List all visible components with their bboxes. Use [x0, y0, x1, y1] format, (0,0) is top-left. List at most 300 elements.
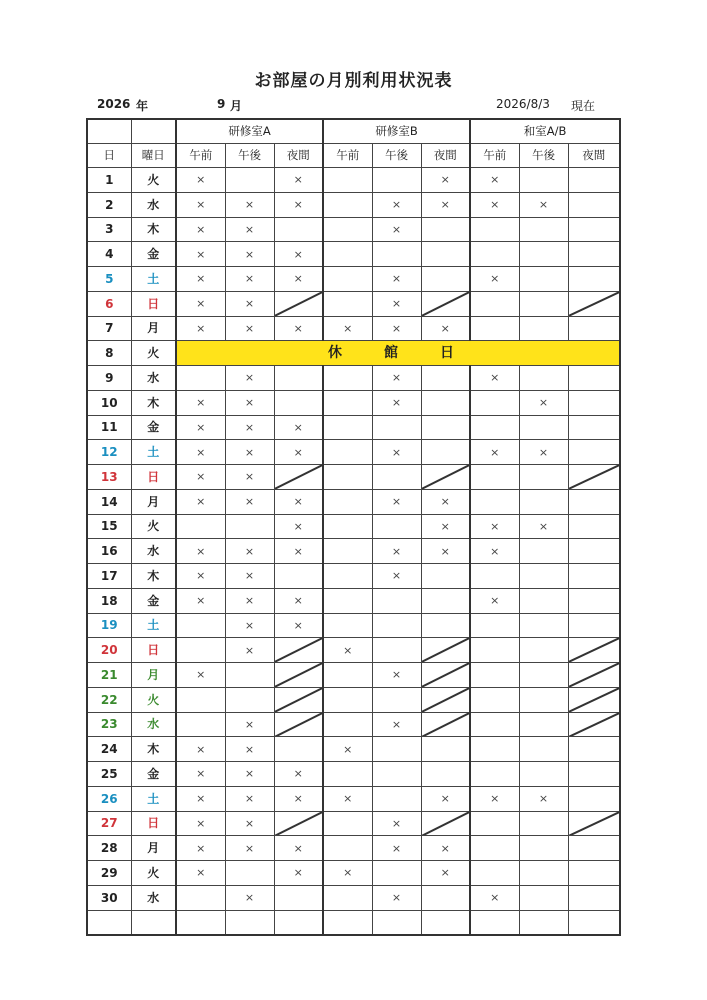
empty-slot [421, 737, 470, 762]
reserved-mark: × [176, 217, 225, 242]
weekday-cell: 水 [131, 539, 176, 564]
year-value: 2026 [97, 97, 131, 111]
reserved-mark: × [176, 168, 225, 193]
reserved-mark: × [372, 811, 421, 836]
empty-slot [225, 861, 274, 886]
unavailable-slash [568, 465, 620, 490]
table-row [87, 192, 620, 217]
weekday-cell: 木 [131, 737, 176, 762]
reserved-mark: × [225, 737, 274, 762]
reserved-mark: × [274, 192, 323, 217]
unavailable-slash [568, 638, 620, 663]
empty-slot [519, 564, 568, 589]
empty-slot [323, 687, 372, 712]
table-row [87, 638, 620, 663]
reserved-mark: × [274, 168, 323, 193]
reserved-mark: × [225, 762, 274, 787]
unavailable-slash [568, 712, 620, 737]
day-cell: 27 [87, 811, 131, 836]
reserved-mark: × [176, 811, 225, 836]
reserved-mark: × [519, 786, 568, 811]
empty-slot [421, 885, 470, 910]
usage-table [86, 118, 621, 936]
reserved-mark: × [176, 737, 225, 762]
day-cell [87, 910, 131, 935]
empty-slot [519, 366, 568, 391]
unavailable-slash [421, 291, 470, 316]
reserved-mark: × [372, 836, 421, 861]
empty-slot [568, 910, 620, 935]
day-cell: 16 [87, 539, 131, 564]
weekday-cell: 日 [131, 465, 176, 490]
reserved-mark: × [470, 192, 519, 217]
day-cell: 6 [87, 291, 131, 316]
empty-slot [568, 390, 620, 415]
table-row [87, 341, 620, 366]
weekday-cell: 金 [131, 242, 176, 267]
unavailable-slash [274, 465, 323, 490]
unavailable-slash [274, 291, 323, 316]
day-cell: 8 [87, 341, 131, 366]
empty-slot [225, 910, 274, 935]
reserved-mark: × [176, 415, 225, 440]
reserved-mark: × [323, 786, 372, 811]
weekday-cell: 土 [131, 440, 176, 465]
empty-slot [323, 415, 372, 440]
table-row [87, 415, 620, 440]
unavailable-slash [274, 638, 323, 663]
day-cell: 12 [87, 440, 131, 465]
slot-header: 午後 [225, 144, 274, 168]
reserved-mark: × [421, 539, 470, 564]
table-row [87, 390, 620, 415]
reserved-mark: × [225, 192, 274, 217]
table-row [87, 242, 620, 267]
as-of-date: 2026/8/3 [496, 97, 550, 111]
table-row [87, 663, 620, 688]
empty-slot [323, 885, 372, 910]
empty-slot [568, 836, 620, 861]
day-cell: 29 [87, 861, 131, 886]
empty-slot [372, 737, 421, 762]
weekday-cell: 金 [131, 588, 176, 613]
day-cell: 24 [87, 737, 131, 762]
reserved-mark: × [176, 762, 225, 787]
empty-slot [372, 786, 421, 811]
reserved-mark: × [176, 291, 225, 316]
reserved-mark: × [323, 316, 372, 341]
empty-slot [470, 316, 519, 341]
empty-slot [470, 910, 519, 935]
slot-header: 夜間 [274, 144, 323, 168]
slot-header: 夜間 [568, 144, 620, 168]
unavailable-slash [274, 687, 323, 712]
day-cell: 7 [87, 316, 131, 341]
reserved-mark: × [372, 885, 421, 910]
reserved-mark: × [274, 242, 323, 267]
empty-slot [274, 564, 323, 589]
empty-slot [323, 489, 372, 514]
reserved-mark: × [225, 836, 274, 861]
empty-slot [225, 514, 274, 539]
reserved-mark: × [372, 291, 421, 316]
empty-slot [470, 564, 519, 589]
empty-slot [323, 811, 372, 836]
reserved-mark: × [274, 415, 323, 440]
empty-slot [323, 390, 372, 415]
reserved-mark: × [274, 440, 323, 465]
weekday-cell: 日 [131, 638, 176, 663]
table-row [87, 489, 620, 514]
reserved-mark: × [176, 836, 225, 861]
reserved-mark: × [225, 291, 274, 316]
empty-slot [519, 489, 568, 514]
empty-slot [372, 588, 421, 613]
empty-slot [323, 514, 372, 539]
empty-slot [323, 192, 372, 217]
closed-day-banner: 休 館 日 [176, 341, 620, 366]
empty-slot [519, 762, 568, 787]
empty-slot [568, 564, 620, 589]
weekday-cell: 水 [131, 192, 176, 217]
reserved-mark: × [176, 316, 225, 341]
empty-slot [323, 242, 372, 267]
empty-slot [470, 465, 519, 490]
weekday-cell: 木 [131, 564, 176, 589]
unavailable-slash [568, 811, 620, 836]
day-header: 日 [87, 144, 131, 168]
empty-slot [568, 242, 620, 267]
empty-slot [519, 910, 568, 935]
empty-slot [568, 192, 620, 217]
reserved-mark: × [176, 242, 225, 267]
empty-slot [470, 687, 519, 712]
table-row [87, 316, 620, 341]
weekday-cell: 木 [131, 217, 176, 242]
reserved-mark: × [421, 316, 470, 341]
empty-slot [323, 663, 372, 688]
day-cell: 10 [87, 390, 131, 415]
empty-slot [568, 366, 620, 391]
empty-slot [470, 663, 519, 688]
table-row [87, 267, 620, 292]
empty-slot [519, 712, 568, 737]
empty-slot [421, 242, 470, 267]
blank-header-cell [87, 119, 131, 144]
day-cell: 13 [87, 465, 131, 490]
reserved-mark: × [176, 539, 225, 564]
empty-slot [323, 564, 372, 589]
day-cell: 15 [87, 514, 131, 539]
table-row [87, 168, 620, 193]
weekday-cell: 金 [131, 415, 176, 440]
reserved-mark: × [274, 786, 323, 811]
reserved-mark: × [274, 836, 323, 861]
empty-slot [372, 613, 421, 638]
empty-slot [323, 613, 372, 638]
empty-slot [519, 267, 568, 292]
empty-slot [568, 885, 620, 910]
empty-slot [568, 267, 620, 292]
empty-slot [176, 613, 225, 638]
empty-slot [421, 440, 470, 465]
empty-slot [519, 291, 568, 316]
reserved-mark: × [176, 861, 225, 886]
reserved-mark: × [372, 267, 421, 292]
empty-slot [323, 168, 372, 193]
table-row [87, 836, 620, 861]
empty-slot [519, 737, 568, 762]
room-header-washitsu: 和室A/B [470, 119, 620, 144]
table-row [87, 440, 620, 465]
slot-header: 夜間 [421, 144, 470, 168]
table-row [87, 811, 620, 836]
unavailable-slash [421, 663, 470, 688]
empty-slot [470, 291, 519, 316]
reserved-mark: × [372, 539, 421, 564]
weekday-cell: 金 [131, 762, 176, 787]
weekday-cell [131, 910, 176, 935]
empty-slot [568, 786, 620, 811]
weekday-cell: 火 [131, 514, 176, 539]
reserved-mark: × [225, 638, 274, 663]
empty-slot [568, 514, 620, 539]
empty-slot [519, 465, 568, 490]
reserved-mark: × [470, 885, 519, 910]
empty-slot [323, 539, 372, 564]
table-row [87, 687, 620, 712]
reserved-mark: × [323, 737, 372, 762]
year-unit: 年 [136, 99, 149, 113]
empty-slot [421, 366, 470, 391]
empty-slot [470, 836, 519, 861]
slot-header: 午前 [323, 144, 372, 168]
day-cell: 9 [87, 366, 131, 391]
empty-slot [519, 613, 568, 638]
empty-slot [568, 316, 620, 341]
weekday-cell: 火 [131, 341, 176, 366]
reserved-mark: × [225, 390, 274, 415]
reserved-mark: × [470, 588, 519, 613]
room-header-row [87, 119, 620, 144]
weekday-cell: 火 [131, 168, 176, 193]
room-header-a: 研修室A [176, 119, 323, 144]
empty-slot [568, 217, 620, 242]
empty-slot [421, 390, 470, 415]
empty-slot [225, 687, 274, 712]
empty-slot [176, 687, 225, 712]
empty-slot [519, 836, 568, 861]
unavailable-slash [421, 638, 470, 663]
reserved-mark: × [372, 489, 421, 514]
empty-slot [470, 712, 519, 737]
room-header-b: 研修室B [323, 119, 470, 144]
unavailable-slash [568, 291, 620, 316]
unavailable-slash [568, 663, 620, 688]
reserved-mark: × [470, 786, 519, 811]
unavailable-slash [274, 663, 323, 688]
table-row [87, 762, 620, 787]
weekday-cell: 土 [131, 613, 176, 638]
reserved-mark: × [176, 267, 225, 292]
slot-header: 午前 [176, 144, 225, 168]
weekday-cell: 火 [131, 687, 176, 712]
reserved-mark: × [225, 811, 274, 836]
weekday-cell: 月 [131, 836, 176, 861]
weekday-cell: 水 [131, 366, 176, 391]
empty-slot [519, 242, 568, 267]
day-cell: 1 [87, 168, 131, 193]
empty-slot [323, 588, 372, 613]
empty-slot [372, 638, 421, 663]
reserved-mark: × [225, 786, 274, 811]
empty-slot [372, 465, 421, 490]
empty-slot [568, 168, 620, 193]
reserved-mark: × [274, 489, 323, 514]
empty-slot [470, 415, 519, 440]
day-cell: 2 [87, 192, 131, 217]
empty-slot [323, 836, 372, 861]
table-row [87, 465, 620, 490]
empty-slot [421, 217, 470, 242]
empty-slot [568, 737, 620, 762]
empty-slot [421, 415, 470, 440]
empty-slot [568, 613, 620, 638]
reserved-mark: × [372, 316, 421, 341]
reserved-mark: × [470, 366, 519, 391]
usage-rows [87, 168, 620, 936]
weekday-cell: 土 [131, 267, 176, 292]
empty-slot [470, 242, 519, 267]
empty-slot [421, 267, 470, 292]
table-row [87, 366, 620, 391]
unavailable-slash [421, 712, 470, 737]
day-cell: 26 [87, 786, 131, 811]
empty-slot [519, 415, 568, 440]
reserved-mark: × [176, 663, 225, 688]
reserved-mark: × [421, 168, 470, 193]
unavailable-slash [421, 811, 470, 836]
month-value: 9 [217, 97, 226, 111]
day-cell: 25 [87, 762, 131, 787]
day-cell: 3 [87, 217, 131, 242]
empty-slot [176, 366, 225, 391]
empty-slot [274, 737, 323, 762]
empty-slot [568, 762, 620, 787]
empty-slot [470, 390, 519, 415]
reserved-mark: × [421, 786, 470, 811]
reserved-mark: × [274, 514, 323, 539]
reserved-mark: × [225, 366, 274, 391]
day-cell: 30 [87, 885, 131, 910]
reserved-mark: × [470, 267, 519, 292]
reserved-mark: × [225, 267, 274, 292]
empty-slot [421, 564, 470, 589]
reserved-mark: × [323, 861, 372, 886]
day-cell: 5 [87, 267, 131, 292]
reserved-mark: × [176, 588, 225, 613]
reserved-mark: × [470, 539, 519, 564]
empty-slot [421, 762, 470, 787]
reserved-mark: × [176, 564, 225, 589]
unavailable-slash [568, 687, 620, 712]
reserved-mark: × [225, 539, 274, 564]
empty-slot [372, 910, 421, 935]
reserved-mark: × [225, 885, 274, 910]
empty-slot [519, 861, 568, 886]
empty-slot [323, 267, 372, 292]
reserved-mark: × [225, 465, 274, 490]
empty-slot [274, 217, 323, 242]
reserved-mark: × [225, 217, 274, 242]
unavailable-slash [421, 465, 470, 490]
weekday-cell: 水 [131, 712, 176, 737]
reserved-mark: × [274, 762, 323, 787]
slot-header: 午前 [470, 144, 519, 168]
empty-slot [274, 390, 323, 415]
reserved-mark: × [225, 440, 274, 465]
reserved-mark: × [225, 415, 274, 440]
empty-slot [274, 366, 323, 391]
reserved-mark: × [274, 588, 323, 613]
reserved-mark: × [372, 192, 421, 217]
empty-slot [176, 885, 225, 910]
reserved-mark: × [274, 613, 323, 638]
table-row [87, 217, 620, 242]
empty-slot [519, 588, 568, 613]
reserved-mark: × [176, 489, 225, 514]
weekday-cell: 火 [131, 861, 176, 886]
empty-slot [519, 811, 568, 836]
weekday-cell: 日 [131, 291, 176, 316]
empty-slot [568, 415, 620, 440]
reserved-mark: × [421, 861, 470, 886]
table-row [87, 861, 620, 886]
empty-slot [372, 168, 421, 193]
empty-slot [519, 663, 568, 688]
reserved-mark: × [372, 217, 421, 242]
weekday-cell: 月 [131, 663, 176, 688]
reserved-mark: × [372, 390, 421, 415]
day-cell: 22 [87, 687, 131, 712]
empty-slot [323, 762, 372, 787]
unavailable-slash [421, 687, 470, 712]
reserved-mark: × [470, 514, 519, 539]
slot-header: 午後 [372, 144, 421, 168]
empty-slot [323, 291, 372, 316]
month-unit: 月 [230, 99, 243, 113]
reserved-mark: × [372, 366, 421, 391]
table-row [87, 539, 620, 564]
empty-slot [470, 613, 519, 638]
table-row [87, 291, 620, 316]
empty-slot [176, 712, 225, 737]
day-cell: 14 [87, 489, 131, 514]
blank-header-cell [131, 119, 176, 144]
empty-slot [372, 242, 421, 267]
reserved-mark: × [225, 242, 274, 267]
empty-slot [519, 638, 568, 663]
empty-slot [323, 465, 372, 490]
empty-slot [323, 217, 372, 242]
empty-slot [421, 613, 470, 638]
day-cell: 21 [87, 663, 131, 688]
page-title: お部屋の月別利用状況表 [254, 71, 453, 91]
empty-slot [372, 861, 421, 886]
reserved-mark: × [421, 489, 470, 514]
unavailable-slash [274, 811, 323, 836]
empty-slot [470, 762, 519, 787]
